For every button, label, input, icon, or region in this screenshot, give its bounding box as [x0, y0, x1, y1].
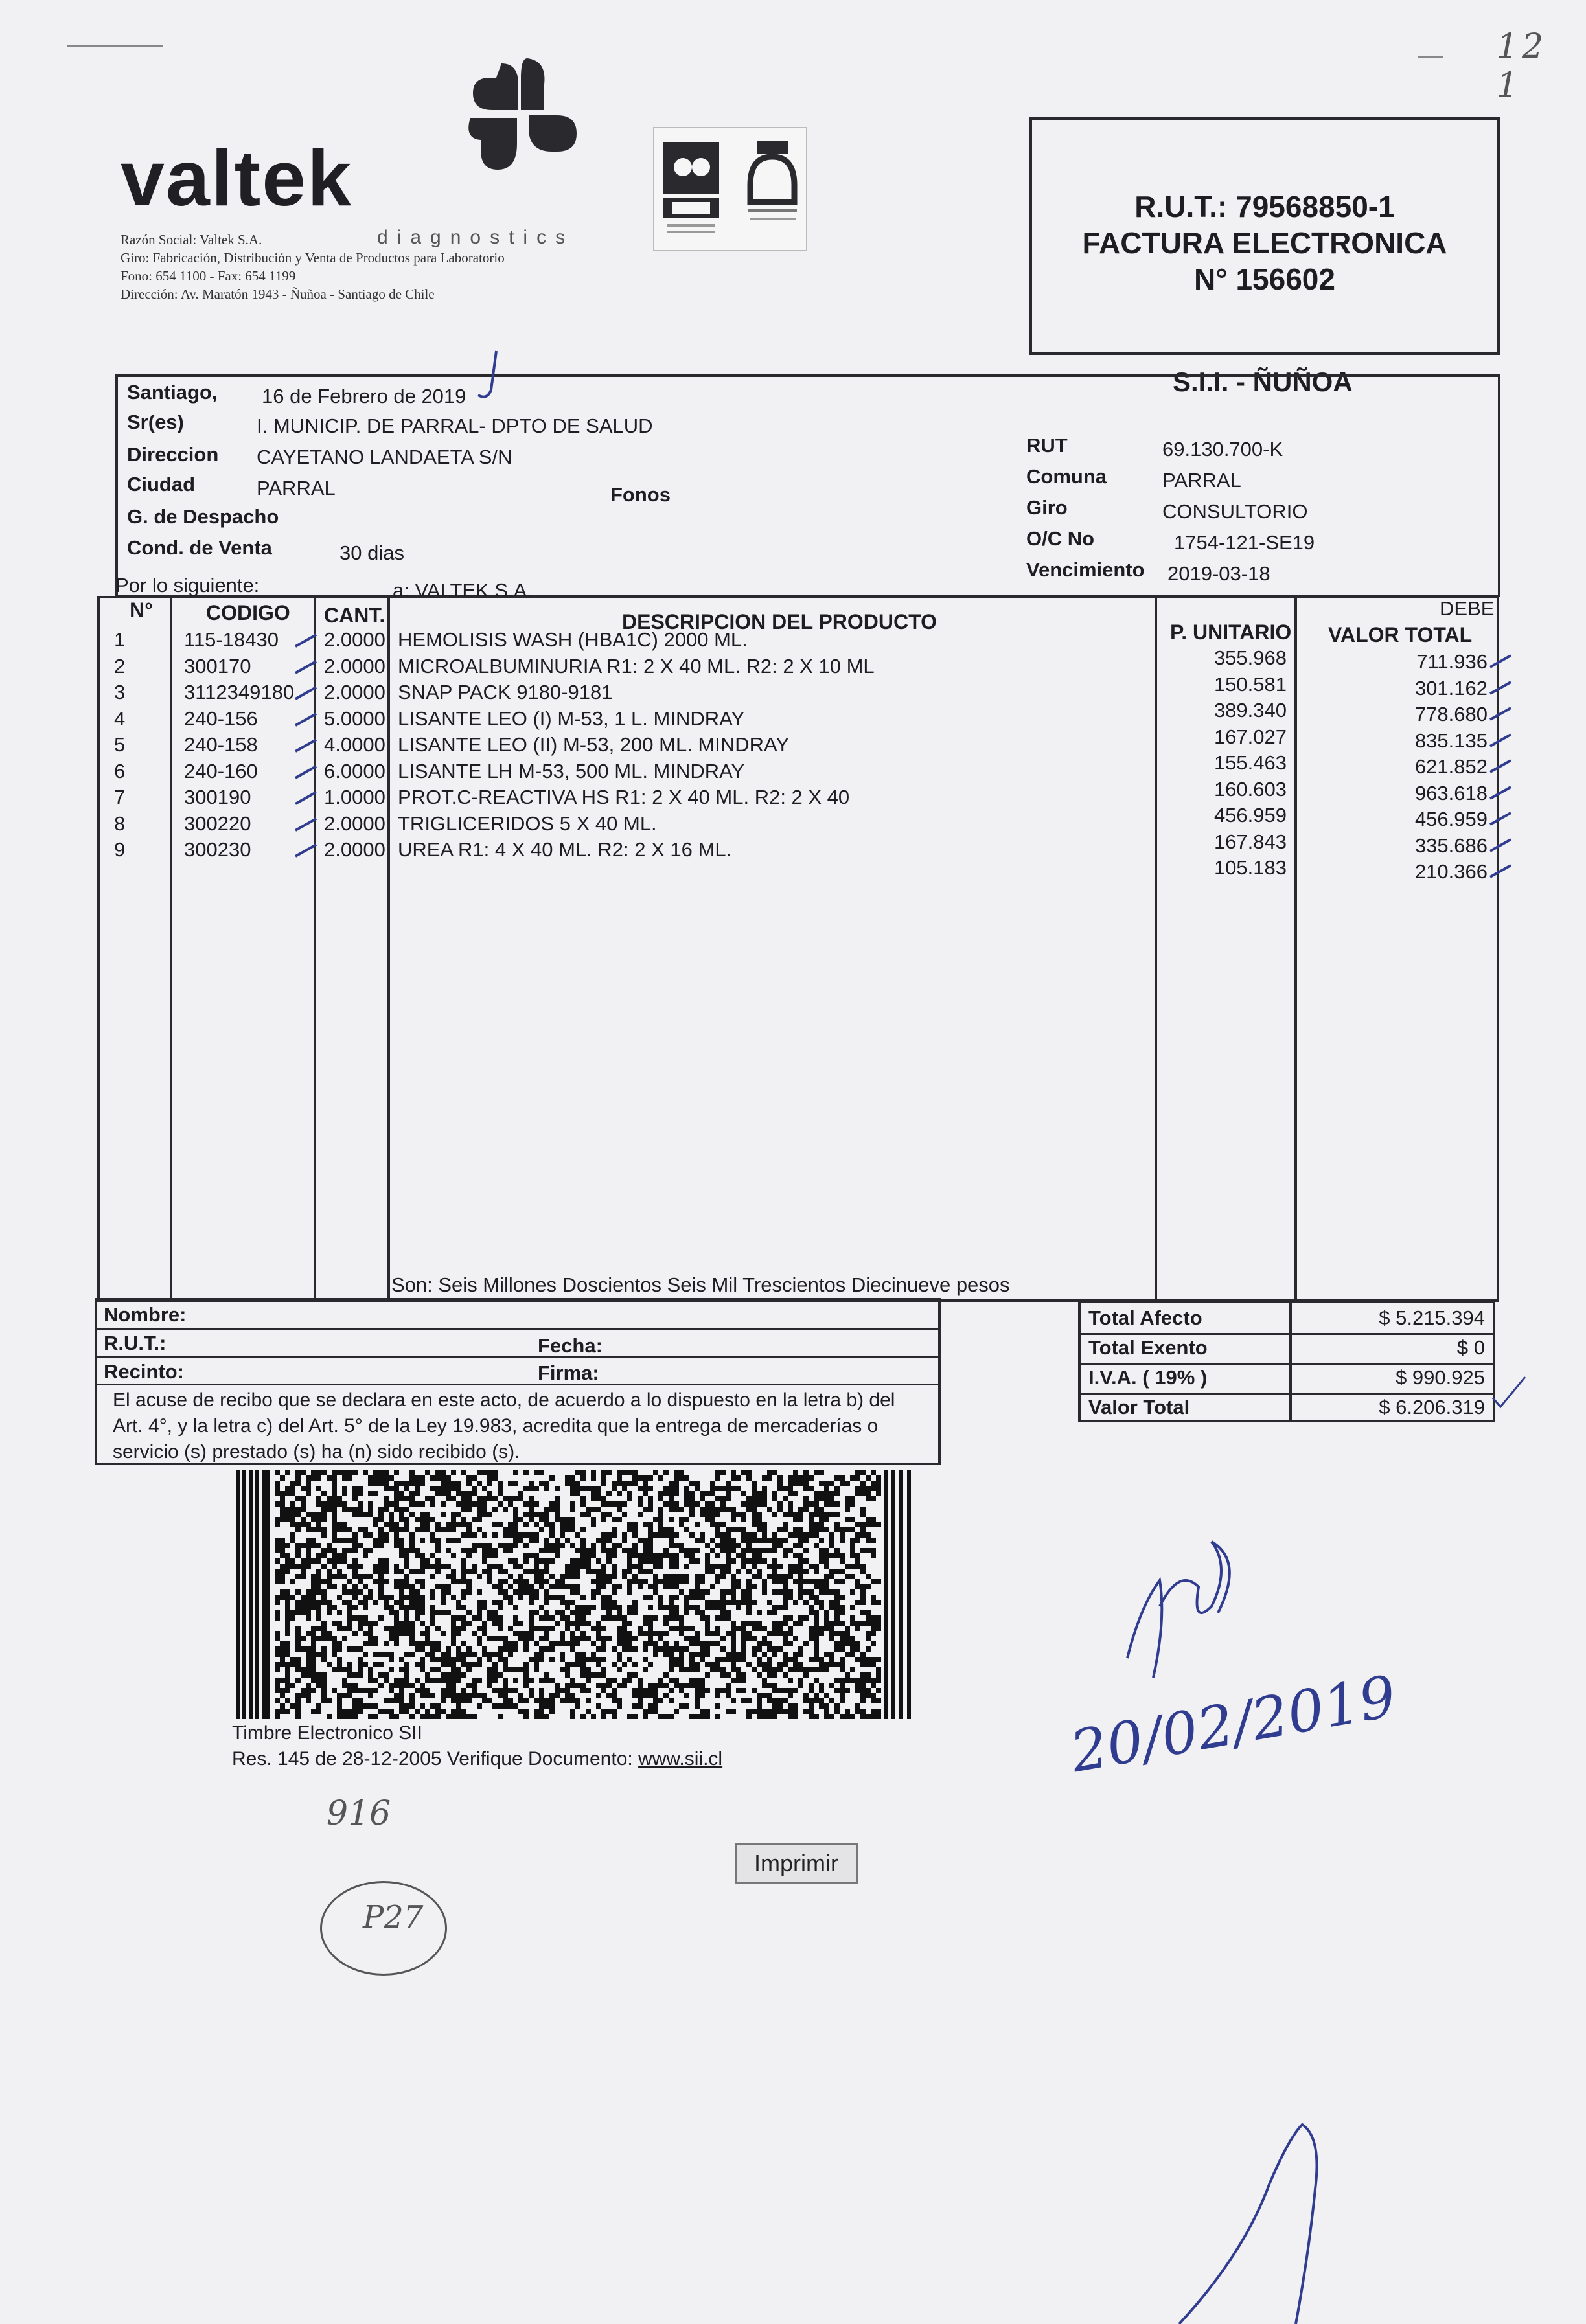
- valor-total-value: $ 6.206.319: [1379, 1396, 1485, 1418]
- logo-wordmark: valtek: [121, 134, 352, 222]
- item-total: 456.959: [1414, 808, 1488, 830]
- item-unit-price: 355.968: [1213, 646, 1287, 669]
- item-total: 335.686: [1414, 834, 1488, 857]
- company-direccion: Dirección: Av. Maratón 1943 - Ñuñoa - Santiago de Chile: [121, 286, 435, 302]
- item-checkmark: [293, 841, 319, 860]
- item-codigo: 300190: [184, 786, 251, 808]
- corner-dash-right: [1418, 56, 1443, 58]
- item-checkmark: [293, 657, 319, 677]
- sres-label: Sr(es): [127, 411, 184, 433]
- fecha-label: Fecha:: [538, 1334, 603, 1357]
- valor-total-label: Valor Total: [1088, 1396, 1190, 1418]
- item-total: 835.135: [1414, 729, 1488, 752]
- rut-label: RUT: [1026, 434, 1068, 457]
- item-unit-price: 456.959: [1213, 804, 1287, 826]
- recinto-label: Recinto:: [104, 1360, 184, 1383]
- company-fono: Fono: 654 1100 - Fax: 654 1199: [121, 268, 296, 284]
- corner-dash: [67, 45, 163, 47]
- item-desc: MICROALBUMINURIA R1: 2 X 40 ML. R2: 2 X 10 ML: [398, 654, 875, 678]
- company-razon: Razón Social: Valtek S.A.: [121, 232, 262, 247]
- por-lo-siguiente: Por lo siguiente:: [115, 574, 260, 597]
- timbre-electronico: [232, 1720, 722, 1772]
- item-checkmark: [293, 710, 319, 729]
- col-valor-total: VALOR TOTAL: [1328, 623, 1473, 646]
- iva-value: $ 990.925: [1396, 1366, 1485, 1389]
- receipt-acknowledgement-box: [95, 1298, 941, 1465]
- item-desc: UREA R1: 4 X 40 ML. R2: 2 X 16 ML.: [398, 838, 732, 861]
- item-checkmark: [293, 736, 319, 755]
- item-unit-price: 105.183: [1213, 856, 1287, 879]
- total-checkmark: [1488, 836, 1513, 855]
- item-cant: 4.0000: [324, 733, 385, 756]
- item-codigo: 240-158: [184, 733, 258, 756]
- col-n: N°: [130, 598, 153, 622]
- iva-row: [1081, 1363, 1493, 1395]
- legal-notice: El acuse de recibo que se declara en este acto, de acuerdo a lo dispuesto en la letra b) del Art. 4°, y la letra c) del Art. 5° de la Ley 19.983, acredita que la entrega de mercaderías o servicio (s) prestado (s) ha (n) sido recibido (s).: [113, 1389, 895, 1463]
- item-total: 711.936: [1416, 650, 1488, 673]
- total-checkmark: [1488, 731, 1513, 750]
- item-codigo: 300170: [184, 654, 251, 678]
- timbre-resolution-text: Res. 145 de 28-12-2005 Verifique Documento:: [232, 1748, 639, 1770]
- item-cant: 1.0000: [324, 786, 385, 808]
- col-descripcion: DESCRIPCION DEL PRODUCTO: [622, 610, 937, 633]
- purchase-order: 1754-121-SE19: [1174, 531, 1315, 554]
- pdf417-barcode: [236, 1470, 914, 1719]
- logo-subtitle: diagnostics: [377, 227, 575, 248]
- col-codigo: CODIGO: [206, 601, 290, 624]
- item-checkmark: [293, 631, 319, 650]
- item-total: 963.618: [1414, 781, 1488, 804]
- item-n: 4: [114, 707, 126, 730]
- sig-row: [97, 1301, 938, 1330]
- item-cant: 2.0000: [324, 681, 385, 703]
- item-desc: LISANTE LEO (II) M-53, 200 ML. MINDRAY: [398, 733, 790, 756]
- due-date: 2019-03-18: [1167, 562, 1270, 585]
- vencimiento-label: Vencimiento: [1026, 558, 1145, 581]
- item-codigo: 300220: [184, 812, 251, 835]
- item-n: 6: [114, 759, 126, 782]
- item-desc: LISANTE LH M-53, 500 ML. MINDRAY: [398, 759, 745, 782]
- col-p-unitario: P. UNITARIO: [1170, 621, 1292, 644]
- totals-box: [1078, 1301, 1495, 1422]
- item-desc: SNAP PACK 9180-9181: [398, 681, 613, 703]
- document-type: FACTURA ELECTRONICA: [1082, 226, 1447, 260]
- item-unit-price: 155.463: [1213, 751, 1287, 774]
- total-checkmark: [1488, 678, 1513, 698]
- item-n: 2: [114, 654, 126, 678]
- logo-clover-icon: [461, 58, 578, 175]
- total-checkmark: [1488, 861, 1513, 881]
- item-unit-price: 167.027: [1213, 725, 1287, 748]
- item-total: 210.366: [1414, 860, 1488, 883]
- customer-city: PARRAL: [257, 477, 336, 499]
- col-divider: [1155, 598, 1157, 1299]
- col-cant: CANT.: [324, 604, 385, 627]
- giro-label: Giro: [1026, 496, 1068, 519]
- item-unit-price: 160.603: [1213, 777, 1287, 801]
- item-codigo: 115-18430: [184, 628, 279, 651]
- item-n: 7: [114, 786, 126, 808]
- item-desc: TRIGLICERIDOS 5 X 40 ML.: [398, 812, 657, 835]
- valor-total-row: [1081, 1393, 1493, 1422]
- sig-row: [97, 1328, 938, 1358]
- timbre-title: Timbre Electronico SII: [232, 1722, 422, 1744]
- item-codigo: 240-156: [184, 707, 258, 730]
- total-checkmark: [1488, 809, 1513, 828]
- total-checkmark: [1490, 1373, 1529, 1412]
- top-right-mark: 12 1: [1497, 27, 1548, 105]
- fonos-label: Fonos: [610, 483, 671, 506]
- sig-row: [97, 1356, 938, 1385]
- item-checkmark: [293, 762, 319, 782]
- sii-link[interactable]: www.sii.cl: [638, 1748, 723, 1770]
- item-desc: HEMOLISIS WASH (HBA1C) 2000 ML.: [398, 628, 748, 651]
- issuer-rut: R.U.T.: 79568850-1: [1134, 190, 1395, 223]
- col-divider: [1294, 598, 1297, 1299]
- sii-office: S.I.I. - ÑUÑOA: [1173, 367, 1353, 397]
- total-afecto-label: Total Afecto: [1088, 1306, 1202, 1329]
- item-cant: 2.0000: [324, 628, 385, 651]
- company-giro: Giro: Fabricación, Distribución y Venta de Productos para Laboratorio: [121, 250, 505, 266]
- timbre-resolution: [232, 1746, 722, 1772]
- item-cant: 2.0000: [324, 838, 385, 861]
- total-checkmark: [1488, 757, 1513, 776]
- customer-giro: CONSULTORIO: [1162, 500, 1308, 523]
- oc-label: O/C No: [1026, 527, 1095, 550]
- total-afecto-value: $ 5.215.394: [1379, 1306, 1485, 1329]
- item-codigo: 240-160: [184, 759, 258, 782]
- direccion-label: Direccion: [127, 443, 219, 466]
- handwritten-signature: [1101, 1529, 1283, 1691]
- nombre-label: Nombre:: [104, 1303, 187, 1326]
- item-codigo: 3112349180: [184, 681, 295, 703]
- customer-address: CAYETANO LANDAETA S/N: [257, 446, 512, 468]
- item-unit-price: 389.340: [1213, 699, 1287, 722]
- item-cant: 5.0000: [324, 707, 385, 730]
- item-unit-price: 167.843: [1213, 830, 1287, 853]
- handwritten-stroke: [1166, 2112, 1386, 2324]
- ciudad-label: Ciudad: [127, 473, 196, 496]
- invoice-header-box: [1029, 117, 1500, 355]
- customer-box: [115, 374, 1500, 597]
- item-cant: 2.0000: [324, 812, 385, 835]
- item-desc: LISANTE LEO (I) M-53, 1 L. MINDRAY: [398, 707, 745, 730]
- item-cant: 6.0000: [324, 759, 385, 782]
- col-divider: [387, 598, 390, 1299]
- item-n: 8: [114, 812, 126, 835]
- item-desc: PROT.C-REACTIVA HS R1: 2 X 40 ML. R2: 2 X 40: [398, 786, 850, 808]
- total-checkmark: [1488, 652, 1513, 671]
- cond-venta-label: Cond. de Venta: [127, 536, 272, 559]
- a-valtek: a: VALTEK S.A.: [393, 579, 533, 602]
- iva-label: I.V.A. ( 19% ): [1088, 1366, 1208, 1389]
- sig-rut-label: R.U.T.:: [104, 1332, 167, 1354]
- col-divider: [170, 598, 172, 1299]
- item-n: 1: [114, 628, 126, 651]
- certification-seal-icon: [653, 127, 807, 251]
- item-checkmark: [293, 788, 319, 808]
- item-codigo: 300230: [184, 838, 251, 861]
- pencil-note: 916: [327, 1794, 391, 1833]
- total-exento-row: [1081, 1333, 1493, 1365]
- pencil-note-circled: P27: [363, 1899, 424, 1935]
- firma-label: Firma:: [538, 1361, 599, 1384]
- item-unit-price: 150.581: [1213, 672, 1287, 696]
- item-checkmark: [293, 683, 319, 703]
- comuna-label: Comuna: [1026, 465, 1107, 488]
- invoice-number: N° 156602: [1194, 262, 1335, 296]
- despacho-label: G. de Despacho: [127, 505, 279, 528]
- handwritten-date: 20/02/2019: [1065, 1662, 1401, 1786]
- item-checkmark: [293, 815, 319, 834]
- city-label: Santiago,: [127, 381, 218, 404]
- item-n: 5: [114, 733, 126, 756]
- customer-name: I. MUNICIP. DE PARRAL- DPTO DE SALUD: [257, 415, 653, 437]
- col-divider: [314, 598, 316, 1299]
- total-checkmark: [1488, 783, 1513, 803]
- amount-in-words: Son: Seis Millones Doscientos Seis Mil Trescientos Diecinueve pesos: [391, 1273, 1010, 1296]
- item-n: 3: [114, 681, 126, 703]
- cond-venta: 30 dias: [339, 541, 404, 564]
- debe-label: DEBE: [1440, 597, 1495, 620]
- total-exento-label: Total Exento: [1088, 1336, 1208, 1359]
- item-total: 621.852: [1414, 755, 1488, 778]
- print-button[interactable]: Imprimir: [735, 1843, 858, 1884]
- item-cant: 2.0000: [324, 654, 385, 678]
- item-total: 778.680: [1414, 703, 1488, 725]
- invoice-date: 16 de Febrero de 2019: [262, 385, 466, 407]
- item-total: 301.162: [1414, 676, 1488, 700]
- customer-rut: 69.130.700-K: [1162, 438, 1283, 461]
- total-exento-value: $ 0: [1456, 1336, 1485, 1359]
- total-checkmark: [1488, 704, 1513, 723]
- item-n: 9: [114, 838, 126, 861]
- customer-comuna: PARRAL: [1162, 469, 1241, 492]
- total-afecto-row: [1081, 1303, 1493, 1335]
- date-checkmark: [454, 347, 512, 405]
